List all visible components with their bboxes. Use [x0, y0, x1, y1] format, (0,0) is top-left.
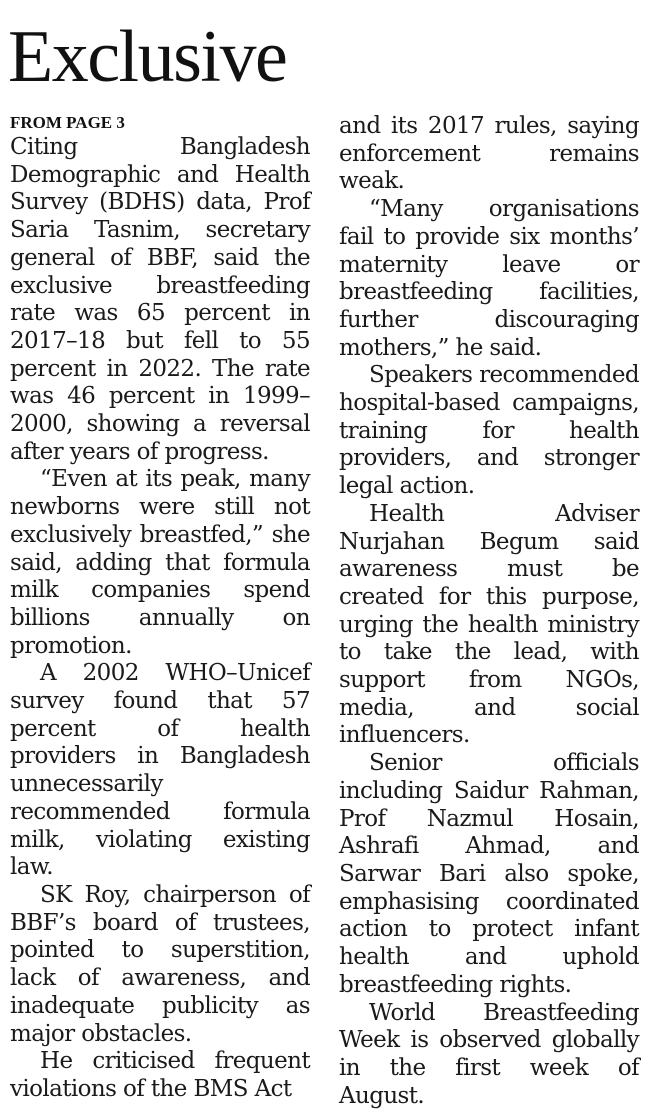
paragraph: World Breastfeeding Week is observed globally in the first week of August. [339, 1000, 639, 1110]
paragraph-continued: and its 2017 rules, saying enforcement remains weak. [339, 113, 639, 196]
paragraph: Health Adviser Nurjahan Begum said awareness must be created for this purpose, urging the health ministry to take the lead, with support from NGOs, media, and social influencers. [339, 501, 639, 750]
paragraph: A 2002 WHO–Unicef survey found that 57 percent of health providers in Bangladesh unnecessarily recommended formula milk, violating existing law. [10, 660, 310, 882]
paragraph: He criticised frequent violations of the BMS Act [10, 1048, 310, 1103]
paragraph: Citing Bangladesh Demographic and Health Survey (BDHS) data, Prof Saria Tasnim, secretary general of BBF, said the exclusive breastfeeding rate was 65 percent in 2017–18 but fell to 55 percent in 2022. The rate was 46 percent in 1999–2000, showing a reversal after years of progress. [10, 134, 310, 466]
paragraph: SK Roy, chairperson of BBF’s board of trustees, pointed to superstition, lack of awareness, and inadequate publicity as major obstacles. [10, 882, 310, 1048]
article-column-left [10, 112, 310, 1104]
continued-from-label: FROM PAGE 3 [10, 112, 310, 134]
paragraph: “Even at its peak, many newborns were still not exclusively breastfed,” she said, adding that formula milk companies spend billions annually on promotion. [10, 466, 310, 660]
paragraph: Senior officials including Saidur Rahman, Prof Nazmul Hosain, Ashrafi Ahmad, and Sarwar Bari also spoke, emphasising coordinated action to protect infant health and uphold breastfeeding rights. [339, 750, 639, 999]
paragraph: “Many organisations fail to provide six months’ maternity leave or breastfeeding facilities, further discouraging mothers,” he said. [339, 196, 639, 362]
headline: Exclusive [8, 14, 286, 100]
paragraph: Speakers recommended hospital-based campaigns, training for health providers, and stronger legal action. [339, 362, 639, 501]
article-column-right [339, 113, 639, 1110]
